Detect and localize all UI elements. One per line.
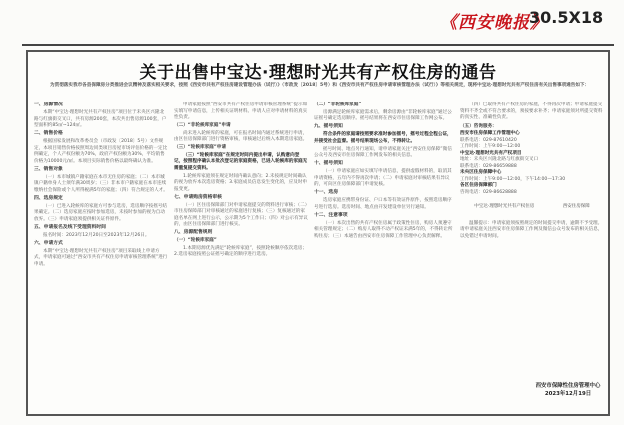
issuing-organization: 西安市保障性住房管理中心 — [535, 383, 601, 389]
section-heading: 五、申请报名及线下受理资料时间 — [34, 224, 106, 230]
section-text: （一）本次出售的共有产权住房属于政策性住房，购房人须遵守相关管理规定；（二）购房人取得不动产权证未满5年的，不得转让所购住房；（三）本通告由西安市住房保障工作管理中心负责解释。 — [314, 220, 453, 239]
section-text: （一）本市城镇户籍家庭在本市无住房的家庭；（二）本市城镇户籍单身人士须年满30周岁；（三）非本市户籍家庭在本市连续缴纳社会保险或个人所得税满5年的家庭；（四）符合规定的人才。 — [34, 174, 168, 193]
section-heading: 一、房源情况 — [34, 102, 63, 107]
section-text: （一）已进入轮候库的家庭方可参与选房，选房顺序按摇号结果确定。（二）选房家庭应按时参加选房，未按时参加的视为自动放弃。（三）申请家庭须提供相关证件原件。 — [34, 203, 168, 222]
section-heading: 四、选房规定 — [34, 195, 63, 201]
subsection-heading: （二）“非轮候库家庭”申请 — [174, 123, 231, 128]
qr-label-project: 中宝达·理想时光共有产权住房 — [474, 204, 535, 209]
contact-org: 中宝达·理想时光共有产权项目 — [460, 150, 522, 156]
contact-org: 西安市住房保障工作管理中心 — [460, 131, 520, 136]
subsection-heading: （三）“轮候库家庭”申请 — [174, 145, 226, 150]
section-text: （四）已取得共有产权住房的家庭，不得再次申请；申请家庭提交资料不齐全或不符合要求的，须按要求补齐；申请家庭须对所提交资料的真实性、准确性负责。 — [460, 102, 603, 120]
section-text: 报名时间：2023年12月20日至2023年12月26日。 — [43, 232, 150, 238]
column-1 — [34, 102, 168, 414]
section-text: （一）申请家庭应如实填写申请信息，提供虚假材料的，取消其申请资格，五年内不得再次申请；（二）申请家庭对审核结果有异议的，可向区住房保障部门申请复核。 — [314, 169, 452, 187]
reminder-text: 温馨提示：申请家庭须按照规定的时间提交申请，逾期不予受理。请申请家庭关注西安市住房保障工作网及微信公众号发布的相关信息，以免错过申请时间。 — [460, 220, 603, 239]
notice-title: 关于出售中宝达·理想时光共有产权住房的通告 — [139, 63, 497, 83]
qr-code-labels — [460, 204, 604, 211]
qr-label-wechat: 西安住房保障 — [562, 204, 590, 209]
top-divider — [22, 44, 614, 46]
notice-box — [26, 50, 610, 416]
section-text: 1.本期房源优先满足“轮候库家庭”，按照轮候顺序依次选房；2.选房家庭按照公证摇号确定的顺序进行选房。 — [174, 245, 307, 257]
contact-org: 未央区住房保障中心 — [460, 170, 502, 175]
section-text: 1.轮候库家庭须在规定时间内确认意向；2.未按规定时间确认的视为放弃本次选房资格；3.家庭成员信息发生变化的，应及时申报变更。 — [174, 173, 308, 192]
subsection-heading: （一）“轮候库家庭” — [174, 238, 217, 243]
column-2 — [174, 102, 308, 414]
contact-phone: 联系电话：029-87610420 — [460, 137, 517, 143]
section-heading: 九、摇号须知 — [314, 124, 343, 129]
section-heading: 八、房源配售规则 — [174, 230, 213, 235]
contact-org: 各区住房保障部门 — [460, 183, 497, 188]
section-text: 根据国家发展和改革委员会（市政发〔2018〕5号）文件规定，本项目销售价格按照周边同类项目房屋市场评估价格的一定比例确定，个人产权份额为70%，政府产权份额为30%，平均销售价格为10000元/㎡。本项目实际销售价格以最终确认为准。 — [34, 139, 168, 164]
section-heading: 六、申请方式 — [34, 240, 63, 246]
section-text: 选房家庭应携带身份证、户口本等有效证件原件，按照选房顺序号进行选房。选房时间、地点由开发建设单位另行通知。 — [314, 198, 452, 210]
contact-hours: 工作时间：上午9:00—12:00，下午14:00—17:30 — [460, 176, 566, 182]
section-heading: 十二、注意事项 — [314, 212, 348, 218]
subsection-heading: （二）“非轮候库家庭” — [314, 102, 362, 107]
section-text: 尚未进入轮候库的家庭，可在报名时间内通过系统进行申请，由区住房保障部门进行资格审核，审核通过后纳入本期选房家庭。 — [174, 130, 308, 142]
section-text: 申请家庭按照“西安市共有产权住房申请审核管理系统”提示如实填写申请信息，上传相关证明材料。申请人应对申请材料的真实性负责。 — [174, 102, 308, 120]
contact-address: 地址：未央区兴隆北路与红旗街交叉口 — [460, 157, 539, 162]
column-4 — [460, 102, 604, 414]
newspaper-masthead: 《西安晚报》 — [440, 13, 548, 33]
section-text: （一）区住房保障部门对申请家庭提交的资料进行审核；（二）市住房保障部门对审核通过的家庭进行复核；（三）复核通过的家庭名单在网上进行公示，公示期为5个工作日；（四）对公示有异议的，由区住房保障部门进行核实。 — [174, 202, 308, 227]
section-heading: 二、销售价格 — [34, 131, 63, 136]
section-text: 本期“中宝达·理想时光共有产权住房”项目位于未央区兴隆北路与红旗街交叉口，共有房源200套，本次共出售房源100套，户型面积约85㎡~124㎡。 — [34, 110, 167, 128]
column-3 — [314, 102, 454, 414]
section-heading: 三、销售对象 — [34, 166, 63, 172]
ad-size-label: 30.5X18 — [529, 8, 604, 27]
section-text: 本期“中宝达·理想时光共有产权住房”项目采取线上申请方式，申请家庭可通过“西安市共有产权住房申请审核管理系统”进行申请。 — [34, 248, 168, 267]
section-heading: 十、摇号须知 — [314, 161, 343, 166]
notice-intro: 为贯彻落实我市各县保障房分类推进会议精神及落实相关要求，按照《西安市共有产权住房建设管理办法（试行）》（市政发〔2018〕5号）和《西安市共有产权住房申请审核管理办法（试行）》等相关规定，现将中宝达·理想时光共有产权住房有关出售事项通告如下： — [50, 83, 590, 88]
issue-date: 2023年12月19日 — [544, 391, 592, 397]
contact-phone: 咨询电话：029-86628888 — [460, 189, 517, 195]
contact-phone: 联系电话：029-86659888 — [460, 163, 517, 169]
contact-info — [460, 124, 604, 197]
highlighted-text: 符合条件的家庭请按照要求准时参加摇号，摇号过程全程公证，并接受社会监督。摇号结果现场公布，不得转让。 — [314, 132, 452, 144]
section-text: 房源满足轮候库家庭需求后，剩余房源由“非轮候库家庭”通过公证摇号确定选房顺序。摇号结果将在西安市住房保障工作网公布。 — [314, 109, 452, 121]
contact-hours: 工作时间：上午9:00—12:00 — [460, 144, 521, 149]
section-heading: 十一、选房 — [314, 190, 338, 195]
contacts-heading: （五）咨询服务： — [460, 123, 497, 129]
signature-block — [528, 382, 608, 398]
section-heading: 七、申请购房资格审核 — [174, 194, 222, 200]
highlighted-text: （三）“轮候库家庭”在规定时间内提出申请，认购意向登记，按照程序确认本批次登记的家庭资格，已进入轮候库的家庭无需重复提交资料。 — [174, 152, 308, 171]
section-text: 摇号时间、地点另行通知，请申请家庭关注“西安住房保障”微信公众号及西安市住房保障工作网发布的相关信息。 — [314, 146, 452, 158]
